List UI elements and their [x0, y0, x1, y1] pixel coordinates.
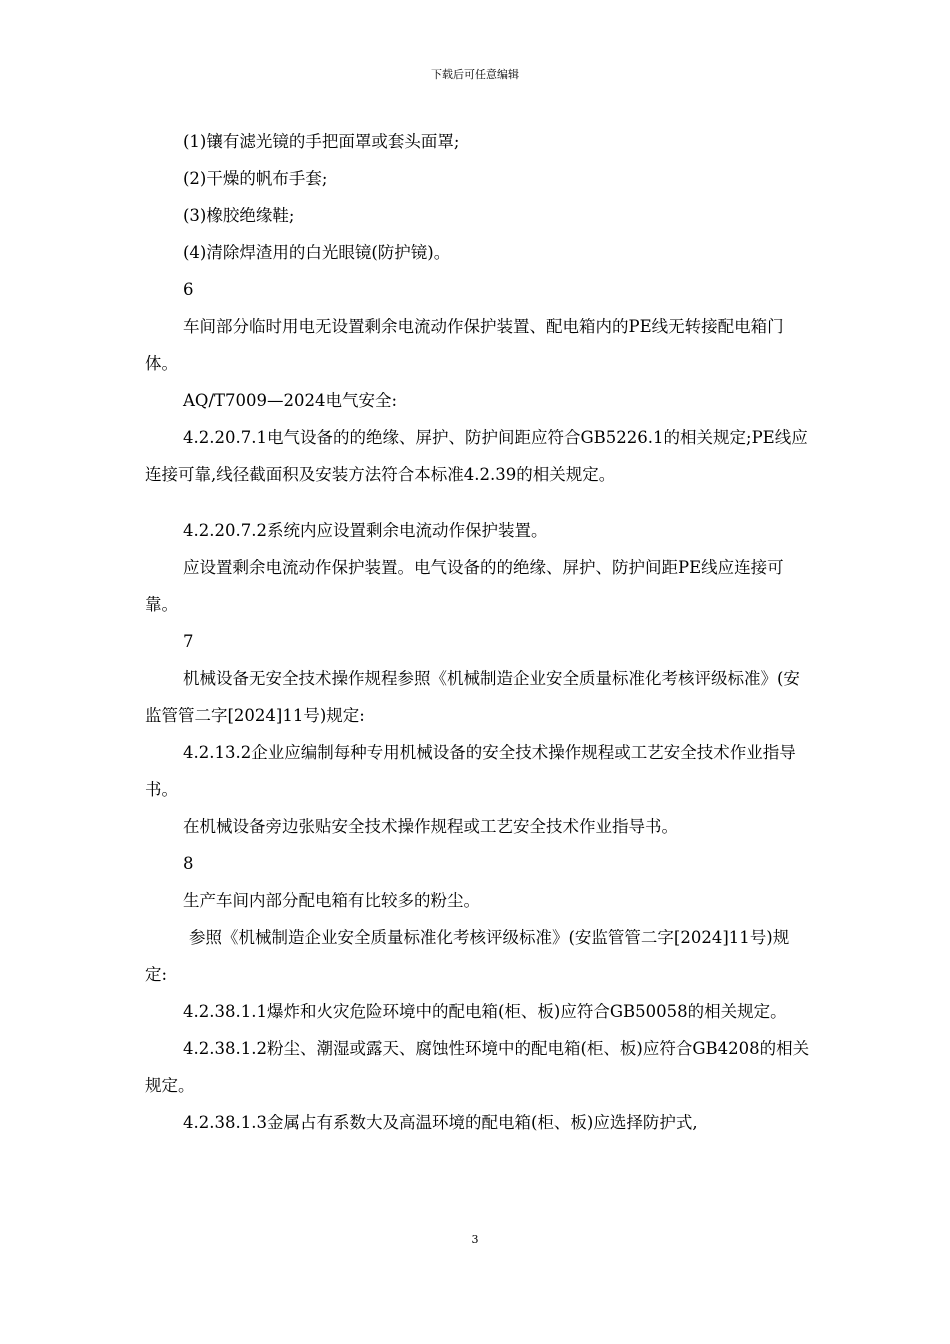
paragraph-clause-4-2-38-1-3: 4.2.38.1.3金属占有系数大及高温环境的配电箱(柜、板)应选择防护式, — [183, 1113, 698, 1132]
paragraph-clause-4-2-20-7-2: 4.2.20.7.2系统内应设置剩余电流动作保护装置。 — [183, 521, 548, 540]
section-number-8: 8 — [183, 854, 194, 873]
paragraph-gap — [145, 493, 810, 512]
paragraph-clause-4-2-38-1-2: 4.2.38.1.2粉尘、潮湿或露天、腐蚀性环境中的配电箱(柜、板)应符合GB4208的相关规定。 — [145, 1039, 810, 1095]
paragraph-issue-8: 生产车间内部分配电箱有比较多的粉尘。 — [183, 891, 480, 910]
paragraph-clause-4-2-13-2: 4.2.13.2企业应编制每种专用机械设备的安全技术操作规程或工艺安全技术作业指导书。 — [145, 743, 796, 799]
paragraph-item-1: (1)镶有滤光镜的手把面罩或套头面罩; — [183, 132, 460, 151]
paragraph-clause-4-2-38-1-1: 4.2.38.1.1爆炸和火灾危险环境中的配电箱(柜、板)应符合GB50058的相关规定。 — [183, 1002, 787, 1021]
page-number: 3 — [471, 1233, 479, 1246]
page-header: 下载后可任意编辑 — [431, 68, 519, 81]
paragraph-clause-4-2-20-7-1: 4.2.20.7.1电气设备的的绝缘、屏护、防护间距应符合GB5226.1的相关规定;PE线应连接可靠,线径截面积及安装方法符合本标准4.2.39的相关规定。 — [145, 428, 808, 484]
paragraph-issue-6: 车间部分临时用电无设置剩余电流动作保护装置、配电箱内的PE线无转接配电箱门体。 — [145, 317, 784, 373]
paragraph-standard-ref: AQ/T7009—2024电气安全: — [183, 391, 398, 410]
paragraph-standard-ref-8: 参照《机械制造企业安全质量标准化考核评级标准》(安监管管二字[2024]11号)规定: — [145, 928, 790, 984]
paragraph-rectification-6: 应设置剩余电流动作保护装置。电气设备的的绝缘、屏护、防护间距PE线应连接可靠。 — [145, 558, 784, 614]
paragraph-item-3: (3)橡胶绝缘鞋; — [183, 206, 295, 225]
paragraph-rectification-7: 在机械设备旁边张贴安全技术操作规程或工艺安全技术作业指导书。 — [183, 817, 678, 836]
document-body — [145, 123, 810, 1141]
paragraph-item-4: (4)清除焊渣用的白光眼镜(防护镜)。 — [183, 243, 451, 262]
paragraph-item-2: (2)干燥的帆布手套; — [183, 169, 328, 188]
section-number-7: 7 — [183, 632, 194, 651]
section-number-6: 6 — [183, 280, 194, 299]
paragraph-issue-7: 机械设备无安全技术操作规程参照《机械制造企业安全质量标准化考核评级标准》(安监管管二字[2024]11号)规定: — [145, 669, 800, 725]
